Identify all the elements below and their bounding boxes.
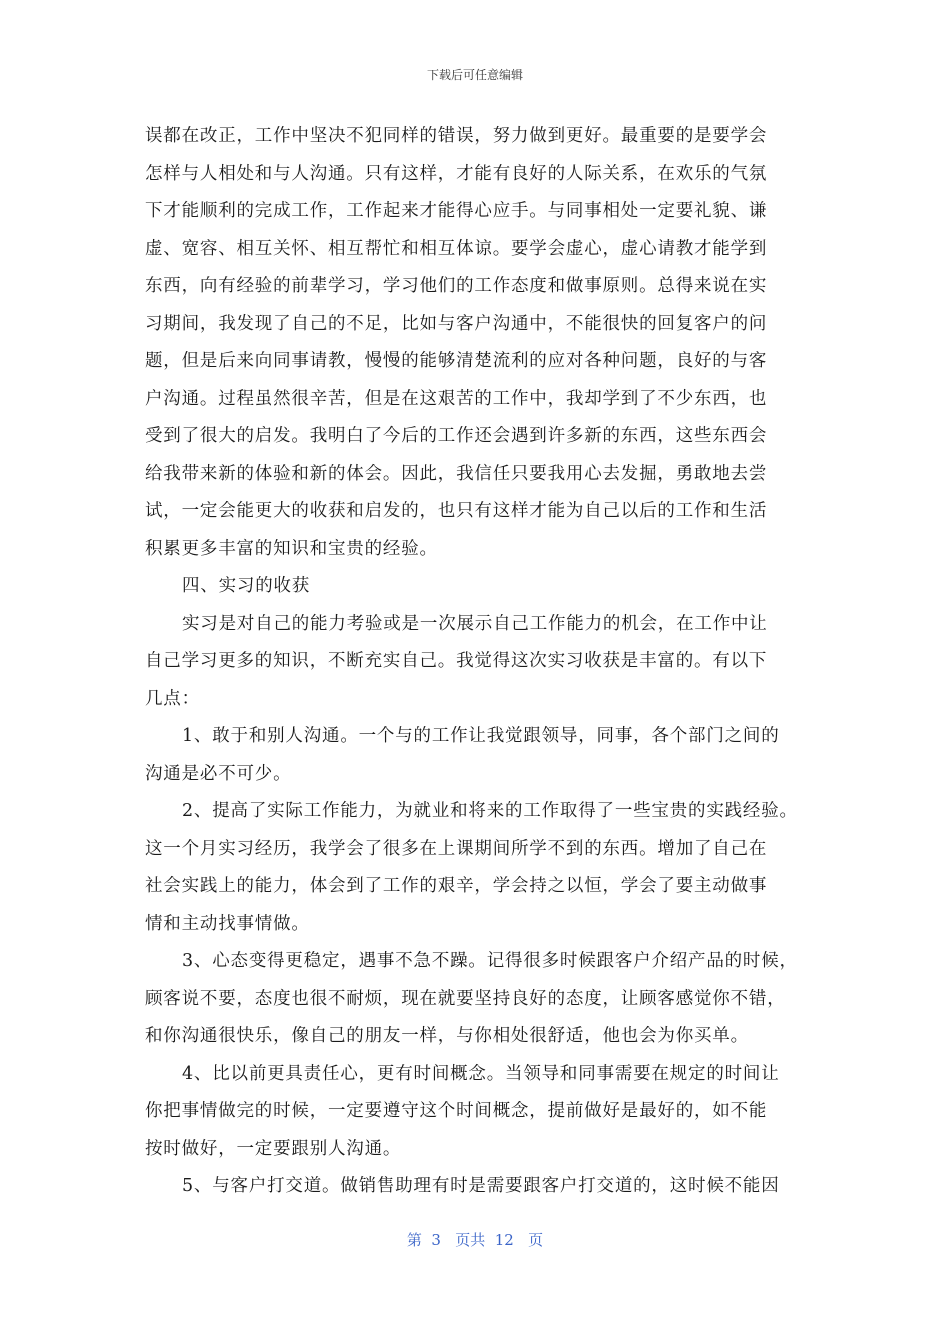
text-line: 你把事情做完的时候，一定要遵守这个时间概念，提前做好是最好的，如不能	[145, 1101, 768, 1121]
text-line: 和你沟通很快乐，像自己的朋友一样，与你相处很舒适，他也会为你买单。	[145, 1026, 749, 1046]
document-body	[145, 118, 815, 1206]
text-line: 情和主动找事情做。	[145, 913, 310, 934]
list-item: 5、与客户打交道。做销售助理有时是需要跟客户打交道的，这时候不能因	[182, 1176, 780, 1196]
list-item: 4、比以前更具责任心，更有时间概念。当领导和同事需要在规定的时间让	[182, 1063, 780, 1084]
list-item: 3、心态变得更稳定，遇事不急不躁。记得很多时候跟客户介绍产品的时候，	[182, 951, 798, 971]
page-footer: 第 3 页共 12 页	[406, 1231, 544, 1249]
list-item: 2、提高了实际工作能力，为就业和将来的工作取得了一些宝贵的实践经验。	[182, 801, 798, 821]
text-line: 习期间，我发现了自己的不足，比如与客户沟通中，不能很快的回复客户的问	[145, 313, 768, 334]
text-line: 试，一定会能更大的收获和启发的，也只有这样才能为自己以后的工作和生活	[145, 501, 768, 521]
text-line: 怎样与人相处和与人沟通。只有这样，才能有良好的人际关系，在欢乐的气氛	[145, 163, 768, 184]
text-line: 误都在改正，工作中坚决不犯同样的错误，努力做到更好。最重要的是要学会	[145, 126, 768, 146]
text-line: 东西，向有经验的前辈学习，学习他们的工作态度和做事原则。总得来说在实	[145, 276, 768, 296]
text-line: 户沟通。过程虽然很辛苦，但是在这艰苦的工作中，我却学到了不少东西，也	[145, 388, 768, 409]
text-line: 按时做好，一定要跟别人沟通。	[145, 1138, 402, 1159]
list-item: 1、敢于和别人沟通。一个与的工作让我觉跟领导，同事，各个部门之间的	[182, 726, 780, 746]
text-line: 给我带来新的体验和新的体会。因此，我信任只要我用心去发掘，勇敢地去尝	[145, 463, 768, 484]
text-line: 顾客说不要，态度也很不耐烦，现在就要坚持良好的态度，让顾客感觉你不错，	[145, 988, 786, 1009]
text-line: 几点：	[145, 688, 200, 709]
text-line: 积累更多丰富的知识和宝贵的经验。	[145, 538, 438, 559]
text-line: 自己学习更多的知识，不断充实自己。我觉得这次实习收获是丰富的。有以下	[145, 651, 768, 671]
page-header: 下载后可任意编辑	[426, 68, 523, 82]
text-line: 社会实践上的能力，体会到了工作的艰辛，学会持之以恒，学会了要主动做事	[145, 876, 768, 896]
text-line: 沟通是必不可少。	[145, 763, 292, 784]
section-heading: 四、实习的收获	[182, 576, 311, 596]
text-line: 受到了很大的启发。我明白了今后的工作还会遇到许多新的东西，这些东西会	[145, 426, 768, 446]
text-line: 实习是对自己的能力考验或是一次展示自己工作能力的机会，在工作中让	[182, 613, 768, 634]
text-line: 这一个月实习经历，我学会了很多在上课期间所学不到的东西。增加了自己在	[145, 838, 768, 859]
text-line: 下才能顺利的完成工作，工作起来才能得心应手。与同事相处一定要礼貌、谦	[145, 201, 768, 221]
text-line: 题，但是后来向同事请教，慢慢的能够清楚流利的应对各种问题，良好的与客	[145, 351, 768, 371]
text-line: 虚、宽容、相互关怀、相互帮忙和相互体谅。要学会虚心，虚心请教才能学到	[145, 238, 768, 259]
